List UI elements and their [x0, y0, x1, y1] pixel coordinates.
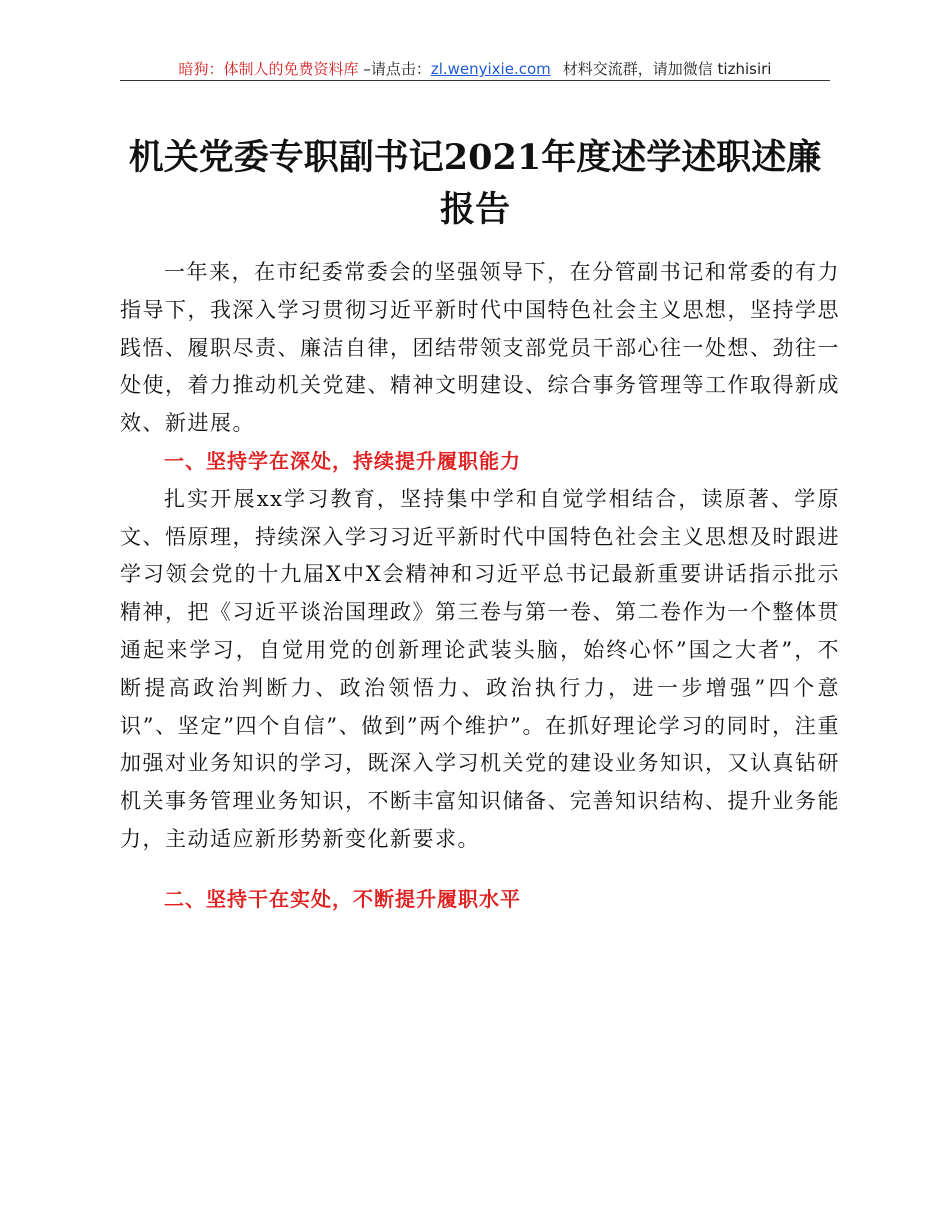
section-heading-1: 一、坚持学在深处，持续提升履职能力 [164, 448, 521, 473]
header-divider [120, 80, 830, 81]
document-title: 机关党委专职副书记2021年度述学述职述廉报告 [128, 137, 822, 230]
site-name: 暗狗：体制人的免费资料库 [178, 60, 359, 78]
document-body [120, 254, 840, 919]
click-prompt: –请点击： [358, 60, 431, 78]
site-link[interactable]: zl.wenyixie.com [430, 60, 551, 78]
section-heading-2: 二、坚持干在实处，不断提升履职水平 [164, 886, 521, 911]
intro-paragraph: 一年来，在市纪委常委会的坚强领导下，在分管副书记和常委的有力指导下，我深入学习贯彻习近平新时代中国特色社会主义思想，坚持学思践悟、履职尽责、廉洁自律，团结带领支部党员干部心往一处想、劲往一处使，着力推动机关党建、精神文明建设、综合事务管理等工作取得新成效、新进展。 [120, 260, 840, 436]
section-1-paragraph: 扎实开展xx学习教育，坚持集中学和自觉学相结合，读原著、学原文、悟原理，持续深入学习习近平新时代中国特色社会主义思想及时跟进学习领会党的十九届X中X会精神和习近平总书记最新重要讲话指示批示精神，把《习近平谈治国理政》第三卷与第一卷、第二卷作为一个整体贯通起来学习，自觉用党的创新理论武装头脑，始终心怀”国之大者”，不断提高政治判断力、政治领悟力、政治执行力，进一步增强”四个意识”、坚定”四个自信”、做到”两个维护”。在抓好理论学习的同时，注重加强对业务知识的学习，既深入学习机关党的建设业务知识，又认真钻研机关事务管理业务知识，不断丰富知识储备、完善知识结构、提升业务能力，主动适应新形势新变化新要求。 [120, 486, 840, 851]
wechat-group-note: 材料交流群，请加微信 tizhisiri [562, 60, 772, 78]
page-header [120, 58, 830, 80]
